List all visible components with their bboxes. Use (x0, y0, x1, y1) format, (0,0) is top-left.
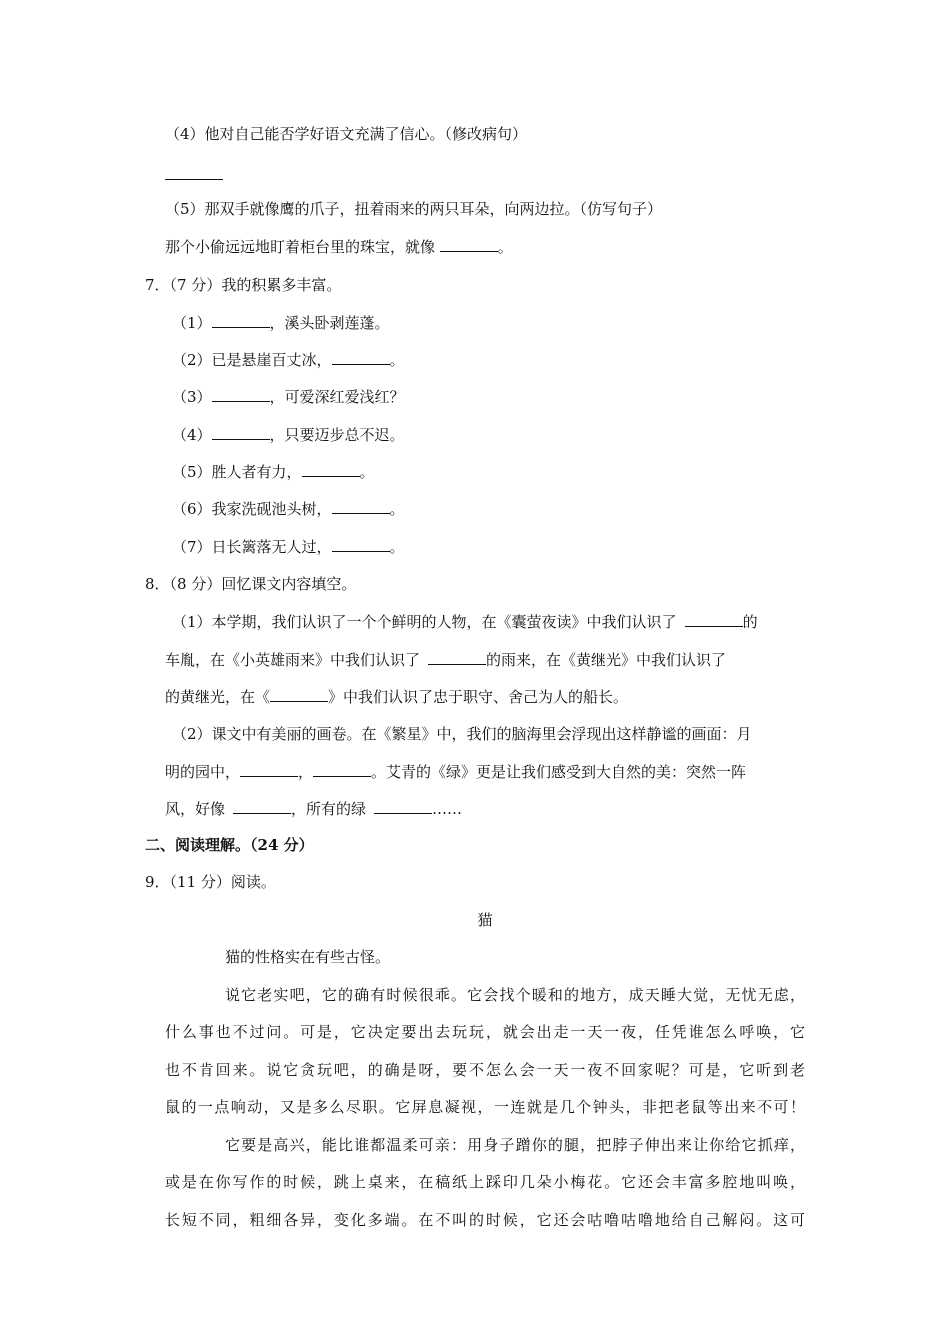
q8-blank-7[interactable] (374, 799, 432, 814)
q8-p1-line1 (172, 612, 758, 632)
q8-blank-5[interactable] (313, 762, 371, 777)
q8-p1-line2 (165, 650, 726, 670)
q6-item5-prompt-end: 。 (497, 238, 513, 256)
q7-line-2-blank[interactable] (332, 350, 390, 365)
q7-line-2 (172, 350, 405, 370)
q7-line-1-pre: （1） (172, 314, 212, 332)
q9-title: 9．（11 分）阅读。 (145, 873, 276, 891)
q8-p2-line3-end: …… (432, 800, 463, 818)
q8-p1-line3-end: 》中我们认识了忠于职守、舍己为人的船长。 (328, 688, 629, 706)
passage-title: 猫 (477, 911, 493, 929)
q8-p1-line1-text: （1）本学期，我们认识了一个个鲜明的人物，在《囊萤夜读》中我们认识了 (172, 613, 677, 631)
q7-line-5-blank[interactable] (302, 462, 360, 477)
q8-p1-line3-text: 的黄继光，在《 (165, 688, 271, 706)
q7-line-3-post: ，可爱深红爱浅红？ (269, 388, 405, 406)
q7-line-2-pre: （2）已是悬崖百丈冰， (172, 351, 332, 369)
q8-p1-line1-end: 的 (742, 613, 758, 631)
q7-line-4-blank[interactable] (212, 425, 270, 440)
q8-blank-3[interactable] (270, 687, 328, 702)
q7-line-3-pre: （3） (172, 388, 212, 406)
q6-item5-prompt-text: 那个小偷远远地盯着柜台里的珠宝，就像 (165, 238, 436, 256)
q7-line-6-pre: （6）我家洗砚池头树， (172, 500, 332, 518)
q8-p1-line3 (165, 687, 628, 707)
passage-para-1: 猫的性格实在有些古怪。 (225, 948, 391, 966)
section-2-title: 二、阅读理解。（24 分） (145, 836, 314, 854)
q7-line-6 (172, 499, 405, 519)
q6-item4-answer-blank[interactable] (165, 165, 223, 185)
q8-p2-line3-mid: ，所有的绿 (291, 800, 367, 818)
q8-blank-1[interactable] (685, 612, 743, 627)
q7-line-4-post: ，只要迈步总不迟。 (269, 426, 405, 444)
q7-line-7 (172, 537, 405, 557)
q7-line-6-post: 。 (389, 500, 405, 518)
q7-line-7-pre: （7）日长篱落无人过， (172, 538, 332, 556)
q6-item5-blank[interactable] (440, 237, 498, 252)
q6-item5: （5）那双手就像鹰的爪子，扭着雨来的两只耳朵，向两边拉。（仿写句子） (165, 200, 663, 218)
q7-line-3 (172, 387, 405, 407)
passage-para-3-line-2: 或是在你写作的时候，跳上桌来，在稿纸上踩印几朵小梅花。它还会丰富多腔地叫唤， (165, 1173, 805, 1191)
q8-p2-line1: （2）课文中有美丽的画卷。在《繁星》中，我们的脑海里会浮现出这样静谧的画面：月 (172, 725, 752, 743)
q8-p2-line2-comma: ， (298, 763, 314, 781)
q7-line-1-post: ，溪头卧剥莲蓬。 (269, 314, 390, 332)
q8-title: 8．（8 分）回忆课文内容填空。 (145, 575, 357, 593)
q7-line-5 (172, 462, 375, 482)
q7-line-5-post: 。 (359, 463, 375, 481)
q8-p2-line3 (165, 799, 462, 819)
q7-line-4-pre: （4） (172, 426, 212, 444)
q8-blank-2[interactable] (428, 650, 486, 665)
q8-p2-line2-end: 。艾青的《绿》更是让我们感受到大自然的美：突然一阵 (371, 763, 747, 781)
q8-p1-line2-text: 车胤，在《小英雄雨来》中我们认识了 (165, 651, 421, 669)
q7-line-5-pre: （5）胜人者有力， (172, 463, 302, 481)
q7-line-7-blank[interactable] (332, 537, 390, 552)
q7-title: 7．（7 分）我的积累多丰富。 (145, 276, 342, 294)
q7-line-3-blank[interactable] (212, 387, 270, 402)
q7-line-1-blank[interactable] (212, 313, 270, 328)
passage-para-2-line-1: 说它老实吧，它的确有时候很乖。它会找个暖和的地方，成天睡大觉，无忧无虑， (225, 986, 805, 1004)
passage-para-2-line-2: 什么事也不过问。可是，它决定要出去玩玩，就会出走一天一夜，任凭谁怎么呼唤，它 (165, 1023, 805, 1041)
q7-line-4 (172, 425, 405, 445)
q7-line-1 (172, 313, 390, 333)
passage-para-2-line-3: 也不肯回来。说它贪玩吧，的确是呀，要不怎么会一天一夜不回家呢？可是，它听到老 (165, 1061, 805, 1079)
q8-p2-line2 (165, 762, 746, 782)
q7-line-2-post: 。 (389, 351, 405, 369)
q7-line-6-blank[interactable] (332, 499, 390, 514)
q8-p2-line2-text: 明的园中， (165, 763, 241, 781)
passage-para-3-line-1: 它要是高兴，能比谁都温柔可亲：用身子蹭你的腿，把脖子伸出来让你给它抓痒， (225, 1136, 805, 1154)
q6-item4: （4）他对自己能否学好语文充满了信心。（修改病句） (165, 125, 528, 143)
q8-blank-4[interactable] (240, 762, 298, 777)
q7-line-7-post: 。 (389, 538, 405, 556)
passage-para-3-line-3: 长短不同，粗细各异，变化多端。在不叫的时候，它还会咕噜咕噜地给自己解闷。这可 (165, 1211, 805, 1229)
q8-p1-line2-end: 的雨来，在《黄继光》中我们认识了 (486, 651, 727, 669)
passage-para-2-line-4: 鼠的一点响动，又是多么尽职。它屏息凝视，一连就是几个钟头，非把老鼠等出来不可！ (165, 1098, 805, 1116)
q6-item5-prompt (165, 237, 513, 257)
q8-blank-6[interactable] (233, 799, 291, 814)
q8-p2-line3-text: 风，好像 (165, 800, 226, 818)
